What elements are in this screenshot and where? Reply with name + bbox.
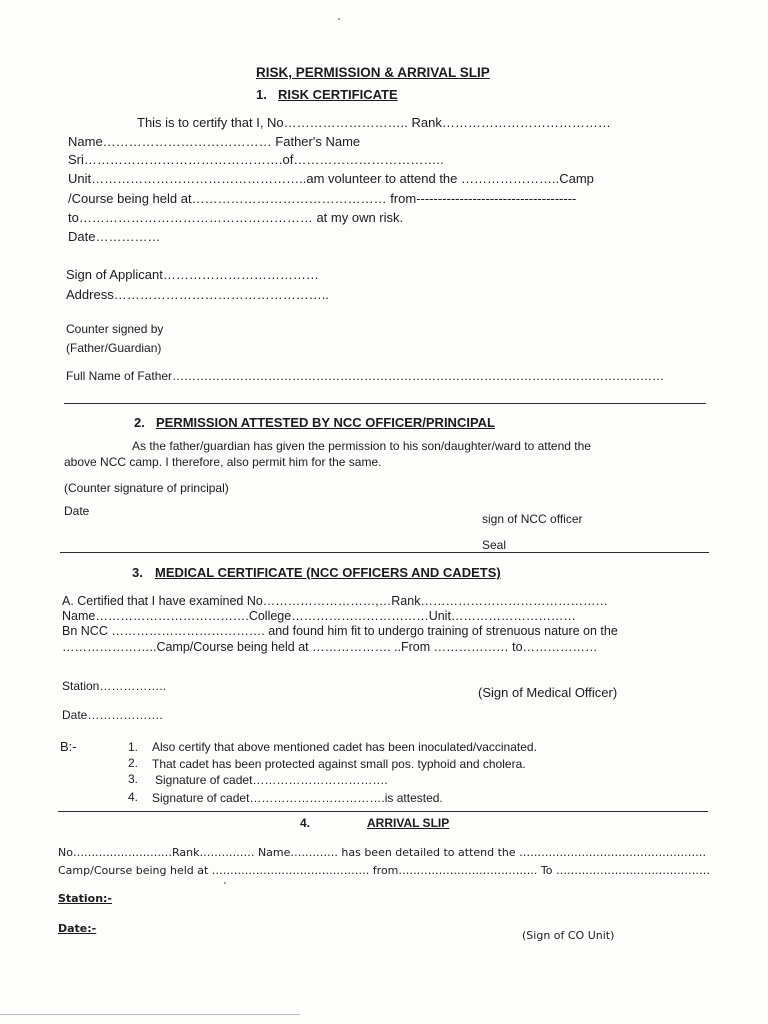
medical-officer-signature-label: (Sign of Medical Officer) [478,685,618,700]
medical-item-number: 3. [128,772,139,786]
medical-line-3: Bn NCC ………………………………. and found him fit to undergo training of strenuous nature on the [62,624,618,638]
permission-text-line-1: As the father/guardian has given the permission to his son/daughter/ward to attend the [132,439,591,453]
section3-number: 3. [132,565,143,580]
section-divider [58,811,708,812]
medical-item-text: Also certify that above mentioned cadet has been inoculated/vaccinated. [152,740,537,754]
medical-b-label: B:- [60,739,77,754]
risk-line-3: Sri……………………………………….of…………………………….. [68,152,444,167]
co-unit-signature-label: (Sign of CO Unit) [522,929,615,942]
medical-station-line: Station…………….. [62,679,167,693]
document-title: RISK, PERMISSION & ARRIVAL SLIP [256,65,490,80]
risk-line-6: to……………………………………………… at my own risk. [68,210,404,225]
applicant-signature-line: Sign of Applicant……………………………… [66,267,319,282]
medical-item-number: 2. [128,756,139,770]
section2-number: 2. [134,415,145,430]
section4-heading: ARRIVAL SLIP [367,816,450,830]
risk-line-1: This is to certify that I, No……………………….. Rank………………………………… [137,115,611,130]
section2-heading: PERMISSION ATTESTED BY NCC OFFICER/PRINCIPAL [156,415,495,430]
scan-speck [224,882,226,884]
permission-date-label: Date [64,504,90,518]
risk-line-2: Name………………………………… Father's Name [68,134,361,149]
principal-counter-signature: (Counter signature of principal) [64,481,229,495]
medical-item-text: That cadet has been protected against small pos. typhoid and cholera. [152,757,526,771]
permission-text-line-2: above NCC camp. I therefore, also permit him for the same. [64,455,382,469]
medical-date-line: Date………………. [62,708,163,722]
medical-item-text: Signature of cadet…………………………….is attested. [152,791,443,805]
father-guardian-label: (Father/Guardian) [66,341,162,355]
father-full-name-line: Full Name of Father…………………………………………………………………………………………………………… [66,369,665,383]
medical-line-1: A. Certified that I have examined No………………………,…Rank……………………………………… [62,594,608,608]
medical-item-number: 4. [128,790,139,804]
ncc-officer-signature-label: sign of NCC officer [482,512,583,526]
counter-signed-label: Counter signed by [66,322,164,336]
applicant-address-line: Address………………………………………….. [66,287,329,302]
arrival-line-1: No………………………Rank…………… Name…………. has been detailed to attend the …………………………………………… [58,846,707,859]
arrival-station-label: Station:- [58,892,112,905]
risk-line-5: /Course being held at……………………………………… from------------------------------------- [68,191,577,206]
scan-speck [338,18,340,20]
medical-item-number: 1. [128,740,139,754]
risk-date: Date…………… [68,229,161,244]
section4-number: 4. [300,816,311,830]
arrival-line-2: Camp/Course being held at ……………………………………. from……………………………….. To …………………………………… [58,864,710,877]
section-divider [64,403,706,404]
section1-number: 1. [256,87,267,102]
medical-line-2: Name……………………………….College……………………………Unit………………………… [62,609,576,623]
arrival-date-label: Date:- [58,922,97,935]
section3-heading: MEDICAL CERTIFICATE (NCC OFFICERS AND CADETS) [155,565,501,580]
medical-line-4: …………………..Camp/Course being held at ………………. ..From ……………… to……………… [62,640,598,654]
scan-edge-line [0,1014,300,1015]
section1-heading: RISK CERTIFICATE [278,87,398,102]
risk-line-4: Unit…………………………………………..am volunteer to attend the …………………..Camp [68,171,594,186]
medical-item-text: Signature of cadet……………………………. [155,773,388,787]
seal-label: Seal [482,538,507,552]
section-divider [60,552,709,553]
